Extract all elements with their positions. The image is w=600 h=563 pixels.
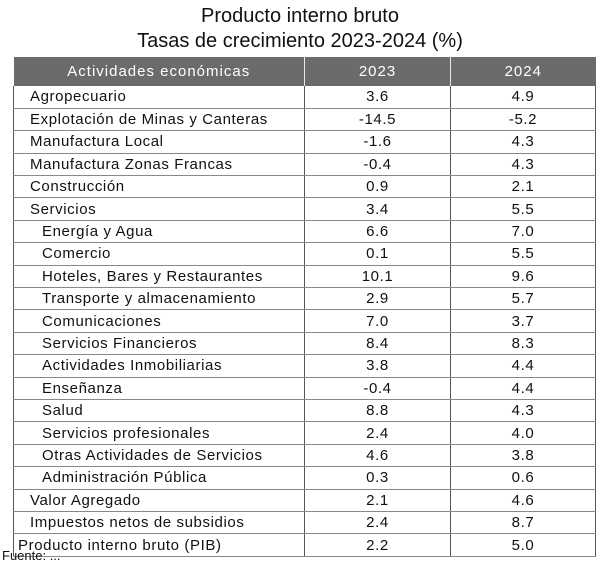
row-label: Servicios profesionales xyxy=(14,422,305,444)
table-row xyxy=(14,108,596,130)
value-2023: 0.3 xyxy=(305,467,451,489)
table-row xyxy=(14,355,596,377)
value-2024: 3.8 xyxy=(451,444,596,466)
row-label: Transporte y almacenamiento xyxy=(14,288,305,310)
value-2024: 4.9 xyxy=(451,86,596,108)
value-2024: 8.3 xyxy=(451,332,596,354)
value-2024: 4.3 xyxy=(451,153,596,175)
row-label: Servicios Financieros xyxy=(14,332,305,354)
value-2023: 6.6 xyxy=(305,220,451,242)
row-label: Impuestos netos de subsidios xyxy=(14,511,305,533)
table-subtitle: Tasas de crecimiento 2023-2024 (%) xyxy=(137,30,463,52)
value-2023: -0.4 xyxy=(305,153,451,175)
value-2023: 0.9 xyxy=(305,176,451,198)
value-2024: 4.3 xyxy=(451,131,596,153)
gdp-growth-table xyxy=(13,57,596,557)
table-row xyxy=(14,131,596,153)
row-label: Valor Agregado xyxy=(14,489,305,511)
value-2023: 3.4 xyxy=(305,198,451,220)
value-2024: 4.4 xyxy=(451,377,596,399)
row-label: Manufactura Zonas Francas xyxy=(14,153,305,175)
value-2024: 5.0 xyxy=(451,534,596,556)
row-label: Manufactura Local xyxy=(14,131,305,153)
table-row xyxy=(14,399,596,421)
row-label: Servicios xyxy=(14,198,305,220)
table-row xyxy=(14,288,596,310)
value-2023: 2.2 xyxy=(305,534,451,556)
row-label: Explotación de Minas y Canteras xyxy=(14,108,305,130)
row-label: Otras Actividades de Servicios xyxy=(14,444,305,466)
row-label: Salud xyxy=(14,399,305,421)
value-2024: 7.0 xyxy=(451,220,596,242)
value-2024: 5.5 xyxy=(451,243,596,265)
table-row xyxy=(14,534,596,556)
value-2024: 8.7 xyxy=(451,511,596,533)
table-title: Producto interno bruto xyxy=(201,5,399,27)
row-label: Producto interno bruto (PIB) xyxy=(14,534,305,556)
footnote: Fuente: ... xyxy=(2,548,61,563)
table-row xyxy=(14,444,596,466)
table-row xyxy=(14,176,596,198)
table-row xyxy=(14,422,596,444)
row-label: Enseñanza xyxy=(14,377,305,399)
table-row xyxy=(14,198,596,220)
table-header-row xyxy=(14,57,596,86)
table-row xyxy=(14,310,596,332)
value-2023: 3.6 xyxy=(305,86,451,108)
value-2023: 8.4 xyxy=(305,332,451,354)
value-2023: 2.4 xyxy=(305,511,451,533)
row-label: Administración Pública xyxy=(14,467,305,489)
table-row xyxy=(14,332,596,354)
value-2024: 4.6 xyxy=(451,489,596,511)
row-label: Construcción xyxy=(14,176,305,198)
header-activity: Actividades económicas xyxy=(14,57,305,86)
value-2024: 2.1 xyxy=(451,176,596,198)
table-row xyxy=(14,377,596,399)
row-label: Agropecuario xyxy=(14,86,305,108)
row-label: Actividades Inmobiliarias xyxy=(14,355,305,377)
value-2024: 5.5 xyxy=(451,198,596,220)
value-2023: 4.6 xyxy=(305,444,451,466)
value-2023: 3.8 xyxy=(305,355,451,377)
table-row xyxy=(14,511,596,533)
value-2023: -14.5 xyxy=(305,108,451,130)
table-row xyxy=(14,220,596,242)
row-label: Comunicaciones xyxy=(14,310,305,332)
value-2023: -1.6 xyxy=(305,131,451,153)
value-2023: -0.4 xyxy=(305,377,451,399)
value-2023: 7.0 xyxy=(305,310,451,332)
value-2023: 0.1 xyxy=(305,243,451,265)
value-2023: 2.4 xyxy=(305,422,451,444)
table-row xyxy=(14,265,596,287)
value-2024: 0.6 xyxy=(451,467,596,489)
table-row xyxy=(14,86,596,108)
value-2023: 10.1 xyxy=(305,265,451,287)
header-2023: 2023 xyxy=(305,57,451,86)
value-2024: -5.2 xyxy=(451,108,596,130)
value-2024: 5.7 xyxy=(451,288,596,310)
table-row xyxy=(14,467,596,489)
row-label: Hoteles, Bares y Restaurantes xyxy=(14,265,305,287)
value-2024: 9.6 xyxy=(451,265,596,287)
value-2024: 3.7 xyxy=(451,310,596,332)
value-2024: 4.3 xyxy=(451,399,596,421)
table-row xyxy=(14,153,596,175)
row-label: Energía y Agua xyxy=(14,220,305,242)
table-row xyxy=(14,489,596,511)
header-2024: 2024 xyxy=(451,57,596,86)
value-2023: 2.9 xyxy=(305,288,451,310)
value-2023: 8.8 xyxy=(305,399,451,421)
table-row xyxy=(14,243,596,265)
value-2024: 4.4 xyxy=(451,355,596,377)
value-2024: 4.0 xyxy=(451,422,596,444)
value-2023: 2.1 xyxy=(305,489,451,511)
row-label: Comercio xyxy=(14,243,305,265)
